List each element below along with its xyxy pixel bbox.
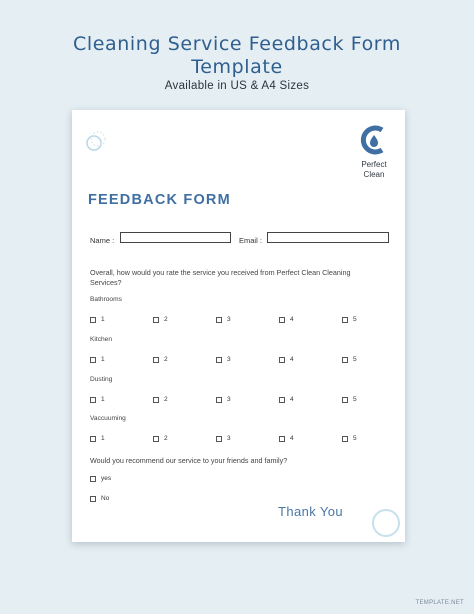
thank-you-text: Thank You bbox=[278, 504, 344, 519]
recommend-question: Would you recommend our service to your friends and family? bbox=[90, 456, 288, 465]
option-label: 2 bbox=[164, 435, 168, 442]
name-label: Name : bbox=[90, 236, 115, 245]
option-label: 3 bbox=[227, 396, 231, 403]
checkbox[interactable] bbox=[90, 436, 96, 442]
category-label: Dusting bbox=[90, 376, 113, 383]
category-label: Bathrooms bbox=[90, 296, 122, 303]
option-label: 5 bbox=[353, 435, 357, 442]
logo-text-line-1: Perfect bbox=[361, 160, 387, 169]
option-label: yes bbox=[101, 475, 112, 482]
decorative-circle-icon bbox=[82, 131, 106, 155]
page-title-line-2: Template bbox=[191, 56, 283, 78]
option-label: 5 bbox=[353, 316, 357, 323]
option-label: No bbox=[101, 495, 110, 502]
page-subtitle: Available in US & A4 Sizes bbox=[164, 80, 310, 92]
option-label: 3 bbox=[227, 435, 231, 442]
checkbox[interactable] bbox=[342, 397, 348, 403]
page-title-line-1: Cleaning Service Feedback Form bbox=[73, 33, 401, 55]
checkbox[interactable] bbox=[90, 476, 96, 482]
category-label: Vaccuuming bbox=[90, 415, 126, 422]
checkbox[interactable] bbox=[279, 397, 285, 403]
email-label: Email : bbox=[239, 236, 262, 245]
checkbox[interactable] bbox=[216, 357, 222, 363]
checkbox[interactable] bbox=[90, 496, 96, 502]
checkbox[interactable] bbox=[279, 317, 285, 323]
option-label: 2 bbox=[164, 396, 168, 403]
checkbox[interactable] bbox=[342, 436, 348, 442]
checkbox[interactable] bbox=[90, 317, 96, 323]
checkbox[interactable] bbox=[153, 317, 159, 323]
form-title: FEEDBACK FORM bbox=[88, 192, 231, 208]
decorative-ring-icon bbox=[370, 507, 402, 539]
option-label: 3 bbox=[227, 356, 231, 363]
form-sheet bbox=[72, 110, 405, 542]
option-label: 1 bbox=[101, 435, 105, 442]
logo-text-line-2: Clean bbox=[363, 170, 385, 179]
option-label: 1 bbox=[101, 316, 105, 323]
option-label: 2 bbox=[164, 356, 168, 363]
checkbox[interactable] bbox=[279, 436, 285, 442]
checkbox[interactable] bbox=[216, 436, 222, 442]
option-label: 3 bbox=[227, 316, 231, 323]
checkbox[interactable] bbox=[342, 317, 348, 323]
c-droplet-logo-icon bbox=[360, 125, 388, 155]
checkbox[interactable] bbox=[90, 357, 96, 363]
rating-question: Overall, how would you rate the service you received from Perfect Clean Cleaning Services? bbox=[90, 268, 351, 287]
checkbox[interactable] bbox=[153, 436, 159, 442]
checkbox[interactable] bbox=[216, 317, 222, 323]
option-label: 4 bbox=[290, 435, 294, 442]
checkbox[interactable] bbox=[153, 357, 159, 363]
email-field[interactable] bbox=[267, 232, 389, 243]
option-label: 4 bbox=[290, 316, 294, 323]
option-label: 4 bbox=[290, 396, 294, 403]
option-label: 1 bbox=[101, 356, 105, 363]
watermark: TEMPLATE.NET bbox=[415, 600, 464, 606]
checkbox[interactable] bbox=[342, 357, 348, 363]
brand-logo bbox=[349, 125, 399, 180]
category-label: Kitchen bbox=[90, 336, 112, 343]
name-field[interactable] bbox=[120, 232, 231, 243]
checkbox[interactable] bbox=[216, 397, 222, 403]
option-label: 5 bbox=[353, 396, 357, 403]
option-label: 1 bbox=[101, 396, 105, 403]
checkbox[interactable] bbox=[90, 397, 96, 403]
checkbox[interactable] bbox=[153, 397, 159, 403]
option-label: 2 bbox=[164, 316, 168, 323]
checkbox[interactable] bbox=[279, 357, 285, 363]
option-label: 5 bbox=[353, 356, 357, 363]
option-label: 4 bbox=[290, 356, 294, 363]
